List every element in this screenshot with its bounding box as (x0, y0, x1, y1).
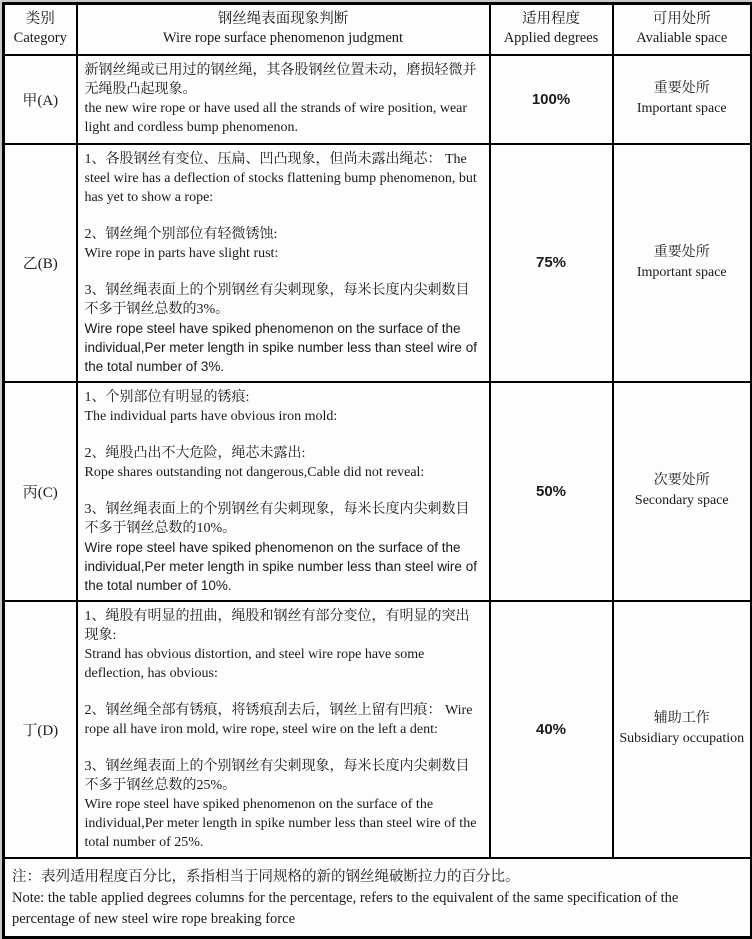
judgment-cell (77, 144, 490, 382)
table-row (4, 601, 752, 858)
judgment-cell (77, 601, 490, 858)
available-space-zh: 重要处所 (653, 244, 710, 260)
judgment-header-cell (77, 4, 490, 55)
table-body (4, 55, 752, 858)
applied-degree-cell: 100% (490, 55, 613, 144)
judgment-line: 2、钢丝绳全部有锈痕，将锈痕刮去后，钢丝上留有凹痕： Wire rope all have iron mold, wire rope, steel wire on the left a dent: (84, 702, 473, 737)
category-cell: 乙(B) (4, 144, 77, 382)
applied-degree-cell: 40% (490, 601, 613, 858)
judgment-paragraph (85, 757, 481, 852)
available-space-en: Important space (636, 264, 727, 280)
available-space-cell (613, 601, 752, 858)
judgment-paragraph (85, 388, 481, 426)
table-header (4, 4, 752, 55)
table-footer (4, 858, 752, 938)
judgment-paragraph (85, 225, 481, 263)
space-header-zh: 可用处所 (652, 11, 711, 28)
judgment-line: 3、钢丝绳表面上的个别钢丝有尖刺现象，每米长度内尖刺数目不多于钢丝总数的3%。 (84, 282, 470, 317)
space-header-en: Avaliable space (636, 30, 728, 47)
judgment-header-zh: 钢丝绳表面现象判断 (217, 11, 349, 28)
judgment-line: Strand has obvious distortion, and steel wire rope have some deflection, has obvious: (84, 646, 425, 681)
category-header-en: Category (13, 30, 67, 47)
space-header-cell (613, 4, 752, 55)
table-row (4, 382, 752, 601)
judgment-paragraph (85, 607, 481, 683)
available-space-cell (613, 55, 752, 144)
judgment-cell (77, 382, 490, 601)
judgment-line: 1、个别部位有明显的锈痕: (84, 389, 250, 405)
table-row (4, 144, 752, 382)
applied-degree-cell: 75% (490, 144, 613, 382)
category-cell: 丁(D) (4, 601, 77, 858)
available-space-cell (613, 144, 752, 382)
judgment-line: 3、钢丝绳表面上的个别钢丝有尖刺现象，每米长度内尖刺数目不多于钢丝总数的25%。 (84, 758, 470, 793)
note-text-zh: 注：表列适用程度百分比，系指相当于同规格的新的钢丝绳破断拉力的百分比。 (12, 868, 520, 885)
judgment-line: Wire rope steel have spiked phenomenon on the surface of the individual,Per meter length in spike number less than steel wire of the total number of 3%. (84, 320, 477, 374)
degrees-header-cell (490, 4, 613, 55)
available-space-zh: 辅助工作 (653, 711, 710, 726)
judgment-line: Wire rope steel have spiked phenomenon on the surface of the individual,Per meter length in spike number less than steel wire of the total number of 10%. (84, 539, 477, 593)
judgment-line: 3、钢丝绳表面上的个别钢丝有尖刺现象，每米长度内尖刺数目不多于钢丝总数的10%。 (84, 501, 470, 536)
table-row (4, 55, 752, 144)
judgment-line: 2、绳股凸出不大危险，绳芯未露出: (84, 445, 306, 461)
header-row (4, 4, 752, 55)
note-row (4, 858, 752, 938)
category-cell: 丙(C) (4, 382, 77, 601)
degrees-header-en: Applied degrees (503, 30, 599, 47)
judgment-paragraph (85, 61, 481, 137)
available-space-cell (613, 382, 752, 601)
judgment-line: Rope shares outstanding not dangerous,Cable did not reveal: (84, 464, 425, 480)
judgment-line: 新钢丝绳或已用过的钢丝绳，其各股钢丝位置未动，磨损轻微并无绳股凸起现象。 (84, 63, 477, 97)
degrees-header-zh: 适用程度 (522, 11, 580, 28)
judgment-paragraph (85, 281, 481, 376)
available-space-en: Secondary space (634, 493, 729, 508)
available-space-en: Important space (636, 101, 727, 116)
note-text-en: Note: the table applied degrees columns for the percentage, refers to the equivalent of the same specification of the percentage of new steel wire rope breaking force (12, 889, 679, 927)
available-space-en: Subsidiary occupation (619, 731, 745, 746)
judgment-paragraph (85, 701, 481, 739)
available-space-zh: 重要处所 (653, 81, 710, 96)
category-header-zh: 类别 (25, 11, 55, 28)
wire-rope-judgment-table (2, 2, 752, 939)
judgment-cell (77, 55, 490, 144)
category-header-cell (4, 4, 77, 55)
category-cell: 甲(A) (4, 55, 77, 144)
judgment-line: Wire rope in parts have slight rust: (84, 245, 279, 261)
judgment-paragraph (85, 500, 481, 595)
judgment-line: 1、各股钢丝有变位、压扁、凹凸现象，但尚未露出绳芯： The steel wire has a deflection of stocks flattening bump phenomenon, but has yet to show a rope: (84, 151, 477, 205)
judgment-line: 1、绳股有明显的扭曲，绳股和钢丝有部分变位，有明显的突出现象: (84, 608, 470, 643)
judgment-line: The individual parts have obvious iron mold: (84, 408, 338, 424)
judgment-line: the new wire rope or have used all the strands of wire position, wear light and cordless bump phenomenon. (84, 101, 468, 135)
judgment-header-en: Wire rope surface phenomenon judgment (162, 30, 404, 47)
judgment-line: 2、钢丝绳个别部位有轻微锈蚀: (84, 226, 278, 242)
applied-degree-cell: 50% (490, 382, 613, 601)
judgment-paragraph (85, 150, 481, 207)
judgment-paragraph (85, 444, 481, 482)
judgment-line: Wire rope steel have spiked phenomenon on the surface of the individual,Per meter length in spike number less than steel wire of the total number of 25%. (84, 796, 477, 850)
note-cell (4, 858, 752, 938)
available-space-zh: 次要处所 (653, 473, 710, 488)
